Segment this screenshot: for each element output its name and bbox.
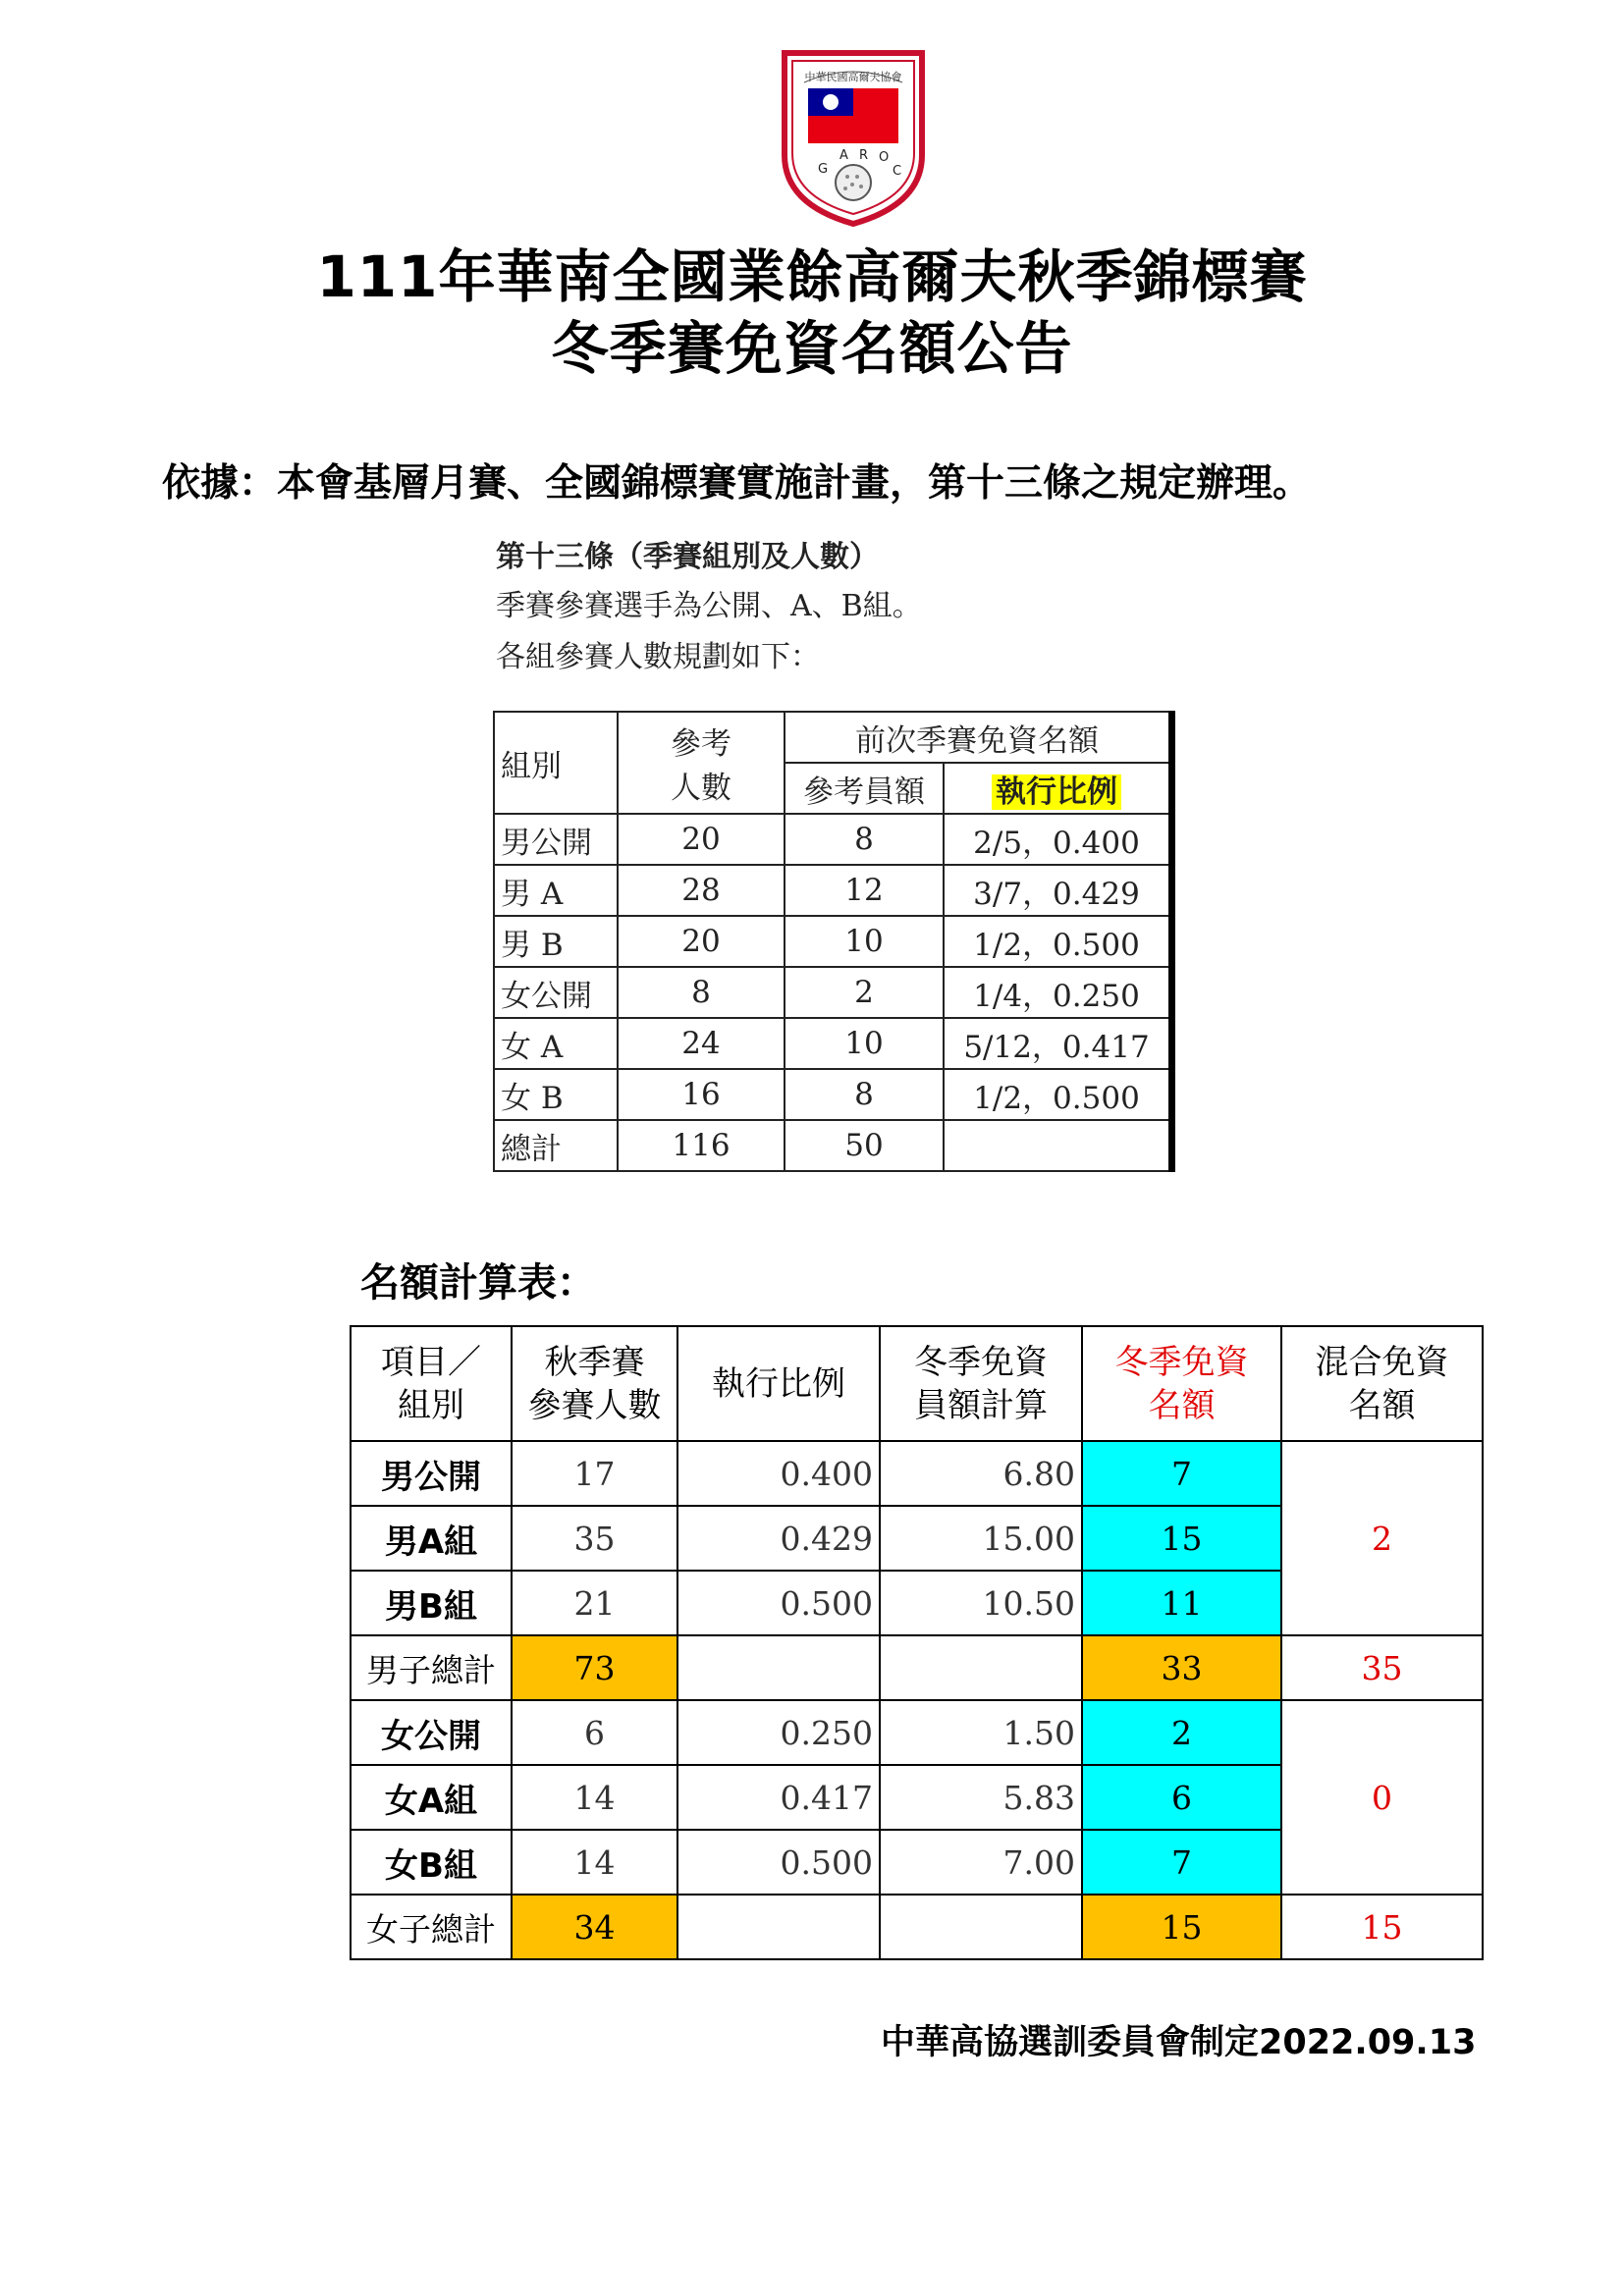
- basis-text: 依據：本會基層月賽、全國錦標賽實施計畫，第十三條之規定辦理。: [162, 461, 1312, 506]
- svg-text:R: R: [859, 148, 869, 163]
- svg-text:G: G: [818, 162, 829, 177]
- calc-row: 女公開 6 0.250 1.50 2 0: [351, 1700, 1483, 1765]
- ref-header-quota: 參考員額: [785, 763, 944, 814]
- reference-table: [493, 711, 1175, 1172]
- calc-header-row: [351, 1326, 1483, 1441]
- calc-table: [350, 1325, 1484, 1960]
- ref-header-prev: 前次季賽免資名額: [785, 712, 1172, 763]
- calc-row: 女B組 14 0.500 7.00 7: [351, 1830, 1483, 1895]
- calc-header-ratio: 執行比例: [677, 1326, 880, 1441]
- garoc-logo: [775, 47, 932, 228]
- garoc-emblem-icon: [775, 47, 932, 228]
- calc-row: 男A組 35 0.429 15.00 15: [351, 1506, 1483, 1571]
- svg-text:O: O: [879, 150, 890, 165]
- article-line-1: 季賽參賽選手為公開、A、B組。: [496, 589, 922, 623]
- calc-row: 男公開 17 0.400 6.80 7 2: [351, 1441, 1483, 1506]
- calc-header-players: 秋季賽 參賽人數: [512, 1326, 677, 1441]
- calc-header-calc: 冬季免資 員額計算: [880, 1326, 1082, 1441]
- article-heading: 第十三條（季賽組別及人數）: [496, 540, 879, 574]
- calc-row-women-total: 女子總計 34 15 15: [351, 1895, 1483, 1959]
- calc-row: 男B組 21 0.500 10.50 11: [351, 1571, 1483, 1635]
- svg-text:C: C: [893, 164, 902, 179]
- ref-row: 女 A 24 10 5/12，0.417: [494, 1018, 1172, 1069]
- ref-row: 男公開 20 8 2/5，0.400: [494, 814, 1172, 865]
- calc-header-mixed: 混合免資 名額: [1281, 1326, 1483, 1441]
- ref-header-ratio: 執行比例: [944, 763, 1172, 814]
- women-mixed-quota: 0: [1281, 1700, 1483, 1895]
- calc-header-quota: 冬季免資 名額: [1082, 1326, 1281, 1441]
- ref-row: 女 B 16 8 1/2，0.500: [494, 1069, 1172, 1120]
- svg-text:A: A: [839, 148, 848, 163]
- calc-heading: 名額計算表：: [360, 1260, 596, 1306]
- ref-header-count: 參考 人數: [618, 712, 785, 814]
- footer-signature: 中華高協選訓委員會制定2022.09.13: [881, 2023, 1477, 2062]
- ref-row: 男 A 28 12 3/7，0.429: [494, 865, 1172, 916]
- title-line-1: 111年華南全國業餘高爾夫秋季錦標賽: [316, 243, 1308, 310]
- ref-row: 女公開 8 2 1/4，0.250: [494, 967, 1172, 1018]
- men-mixed-quota: 2: [1281, 1441, 1483, 1635]
- calc-row-men-total: 男子總計 73 33 35: [351, 1635, 1483, 1700]
- title-line-2: 冬季賽免資名額公告: [551, 315, 1073, 382]
- ref-row-total: 總計 116 50: [494, 1120, 1172, 1171]
- svg-text:中華民國高爾夫協會: 中華民國高爾夫協會: [804, 71, 902, 83]
- ref-row: 男 B 20 10 1/2，0.500: [494, 916, 1172, 967]
- calc-header-group: 項目／ 組別: [351, 1326, 512, 1441]
- ref-header-group: 組別: [494, 712, 618, 814]
- calc-row: 女A組 14 0.417 5.83 6: [351, 1765, 1483, 1830]
- article-line-2: 各組參賽人數規劃如下：: [496, 640, 820, 674]
